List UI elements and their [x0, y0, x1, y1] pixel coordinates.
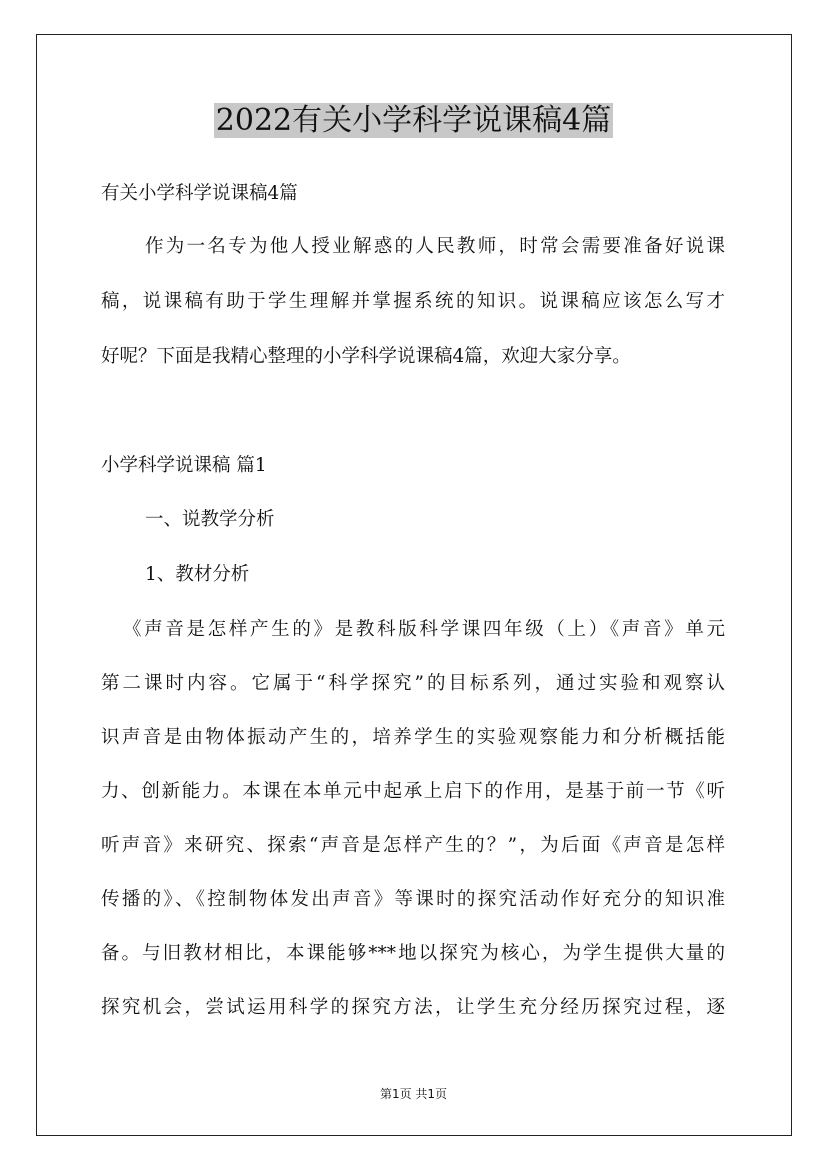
subtitle: 有关小学科学说课稿4篇 — [101, 183, 298, 204]
body-line: 探究机会，尝试运用科学的探究方法，让学生充分经历探究过程，逐 — [101, 997, 725, 1018]
document-title-wrap — [0, 100, 827, 142]
section-heading: 小学科学说课稿 篇1 — [101, 455, 267, 476]
intro-line: 稿，说课稿有助于学生理解并掌握系统的知识。说课稿应该怎么写才 — [101, 291, 725, 312]
body-line: 听声音》来研究、探索“声音是怎样产生的？”，为后面《声音是怎样 — [101, 835, 725, 856]
body-line: 备。与旧教材相比，本课能够***地以探究为核心，为学生提供大量的 — [101, 943, 725, 964]
body-line: 识声音是由物体振动产生的，培养学生的实验观察能力和分析概括能 — [101, 727, 725, 748]
heading-material-analysis: 1、教材分析 — [145, 564, 250, 585]
heading-teaching-analysis: 一、说教学分析 — [145, 509, 275, 530]
page-footer: 第1页 共1页 — [379, 1087, 448, 1101]
body-line: 传播的》、《控制物体发出声音》等课时的探究活动作好充分的知识准 — [101, 889, 725, 910]
intro-line: 作为一名专为他人授业解惑的人民教师，时常会需要准备好说课 — [145, 236, 725, 257]
body-line: 《声音是怎样产生的》是教科版科学课四年级（上）《声音》单元 — [123, 619, 725, 640]
body-line: 力、创新能力。本课在本单元中起承上启下的作用，是基于前一节《听 — [101, 781, 725, 802]
body-line: 第二课时内容。它属于“科学探究”的目标系列，通过实验和观察认 — [101, 673, 725, 694]
document-title: 2022有关小学科学说课稿4篇 — [215, 103, 612, 138]
intro-line: 好呢？下面是我精心整理的小学科学说课稿4篇，欢迎大家分享。 — [101, 346, 631, 367]
